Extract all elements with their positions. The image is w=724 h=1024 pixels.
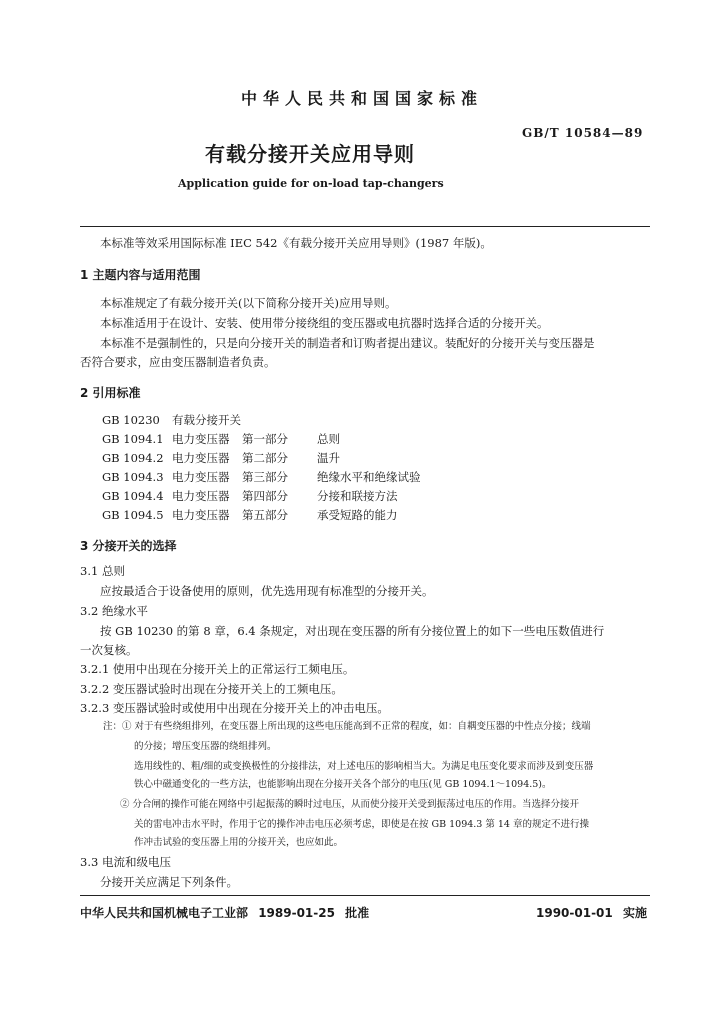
reference-code: GB 1094.1 [102,432,164,446]
reference-part: 第一部分 [242,432,288,446]
standard-code: GB/T 10584—89 [522,126,644,140]
reference-part: 第五部分 [242,508,288,522]
subsection-3-3-title: 3.3 电流和级电压 [80,855,171,869]
reference-item [102,487,398,505]
reference-name: 有载分接开关 [172,413,241,427]
approval-date: 1989-01-25 [258,906,335,920]
reference-part: 第二部分 [242,451,288,465]
subsection-3-1-text: 应按最适合于设备使用的原则，优先选用现有标准型的分接开关。 [100,584,434,598]
footer-effective [536,904,647,921]
header-divider [80,226,650,227]
reference-topic: 承受短路的能力 [317,508,398,522]
reference-item [102,411,241,429]
reference-code: GB 10230 [102,413,160,427]
subsection-3-3-text: 分接开关应满足下列条件。 [100,875,238,889]
issuing-authority: 中华人民共和国机械电子工业部 [80,906,249,920]
section-1-paragraph-3b: 否符合要求，应由变压器制造者负责。 [80,355,276,369]
reference-name: 电力变压器 [172,432,230,446]
reference-part: 第三部分 [242,470,288,484]
reference-item [102,468,421,486]
note-1-line-c: 选用线性的、粗/细的或变换极性的分接排法，对上述电压的影响相当大。为满足电压变化要求而涉及到变压器 [134,761,594,772]
reference-code: GB 1094.2 [102,451,164,465]
footer-approval [80,904,369,921]
reference-code: GB 1094.3 [102,470,164,484]
subsection-3-2-title: 3.2 绝缘水平 [80,604,148,618]
subsection-3-1-title: 3.1 总则 [80,564,125,578]
approval-label: 批准 [345,906,370,920]
note-1-line-a: 注：① 对于有些绕组排列，在变压器上所出现的这些电压能高到不正常的程度，如：自耦变压器的中性点分接；线端 [103,721,591,732]
document-title: 有载分接开关应用导则 [205,142,415,166]
footer-divider [80,895,650,896]
document-org-header: 中华人民共和国国家标准 [240,89,483,108]
subsection-3-2-text-b: 一次复核。 [80,643,138,657]
reference-topic: 总则 [317,432,340,446]
intro-paragraph: 本标准等效采用国际标准 IEC 542《有载分接开关应用导则》(1987 年版)。 [100,236,492,250]
note-1-line-d: 铁心中磁通变化的一些方法，也能影响出现在分接开关各个部分的电压(见 GB 1094.1～1094.5)。 [134,779,552,790]
reference-part: 第四部分 [242,489,288,503]
section-3-heading: 3 分接开关的选择 [80,539,177,553]
section-1-heading: 1 主题内容与适用范围 [80,268,201,282]
reference-item [102,506,398,524]
reference-topic: 绝缘水平和绝缘试验 [317,470,421,484]
subsection-3-2-text-a: 按 GB 10230 的第 8 章，6.4 条规定，对出现在变压器的所有分接位置上的如下一些电压数值进行 [100,624,605,638]
reference-topic: 温升 [317,451,340,465]
reference-topic: 分接和联接方法 [317,489,398,503]
effective-date: 1990-01-01 [536,906,613,920]
note-2-line-a: ② 分合闸的操作可能在网络中引起振荡的瞬时过电压，从而使分接开关受到振荡过电压的作用。当选择分接开 [120,799,580,810]
reference-name: 电力变压器 [172,508,230,522]
reference-name: 电力变压器 [172,451,230,465]
subsection-3-2-3: 3.2.3 变压器试验时或使用中出现在分接开关上的冲击电压。 [80,701,389,715]
section-1-paragraph-3a: 本标准不是强制性的，只是向分接开关的制造者和订购者提出建议。装配好的分接开关与变压器是 [100,336,595,350]
note-2-line-c: 作冲击试验的变压器上用的分接开关，也应如此。 [134,837,344,848]
note-1-line-b: 的分接；增压变压器的绕组排列。 [134,741,277,752]
subsection-3-2-2: 3.2.2 变压器试验时出现在分接开关上的工频电压。 [80,682,343,696]
section-2-heading: 2 引用标准 [80,386,141,400]
reference-name: 电力变压器 [172,489,230,503]
reference-name: 电力变压器 [172,470,230,484]
section-1-paragraph-2: 本标准适用于在设计、安装、使用带分接绕组的变压器或电抗器时选择合适的分接开关。 [100,316,549,330]
reference-item [102,430,340,448]
subsection-3-2-1: 3.2.1 使用中出现在分接开关上的正常运行工频电压。 [80,662,355,676]
reference-code: GB 1094.5 [102,508,164,522]
reference-code: GB 1094.4 [102,489,164,503]
note-2-line-b: 关的雷电冲击水平时，作用于它的操作冲击电压必须考虑，即使是在按 GB 1094.3 第 14 章的规定不进行操 [134,819,589,830]
section-1-paragraph-1: 本标准规定了有载分接开关(以下简称分接开关)应用导则。 [100,296,397,310]
effective-label: 实施 [622,906,647,920]
english-title: Application guide for on-load tap-changers [178,177,444,190]
reference-item [102,449,340,467]
